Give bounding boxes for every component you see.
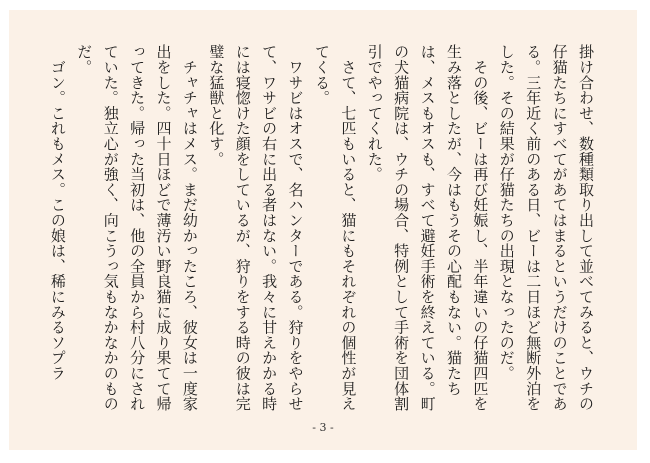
page-number: - 3 - [312,421,334,434]
document-page [9,10,637,450]
paragraph: 掛け合わせ、数種類取り出して並べてみると、ウチの仔猫たちにすべてがあてはまるというだけのことである。三年近く前のある日、ビーは二日ほど無断外泊をした。その結果が仔猫たちの出現となったのだ。 [497,44,595,412]
paragraph: その後、ビーは再び妊娠し、半年違いの仔猫四匹を生み落としたが、今はもうその心配もない。猫たちは、メスもオスも、すべて避妊手術を終えている。町の犬猫病院は、ウチの場合、特例として手術を団体割引でやってくれた。 [365,44,490,412]
paragraph: さて、七匹もいると、猫にもそれぞれの個性が見えてくる。 [312,44,358,412]
paragraph: ゴン。これもメス。この娘は、稀にみるソプラ [48,44,67,381]
paragraph: チャチャはメス。まだ幼かったころ、彼女は一度家出をした。四十日ほどで薄汚い野良猫に成り果てて帰ってきた。帰った当初は、他の全員から村八分にされていた。独立心が強く、向こうっ気もなかなかのものだ。 [75,44,199,412]
vertical-text-body [44,44,599,419]
paragraph: ワサビはオスで、名ハンターである。狩りをやらせて、ワサビの右に出る者はない。我々に甘えかかる時には寝惚けた顔をしているが、狩りをする時の彼は完璧な猛獣と化す。 [207,44,305,412]
